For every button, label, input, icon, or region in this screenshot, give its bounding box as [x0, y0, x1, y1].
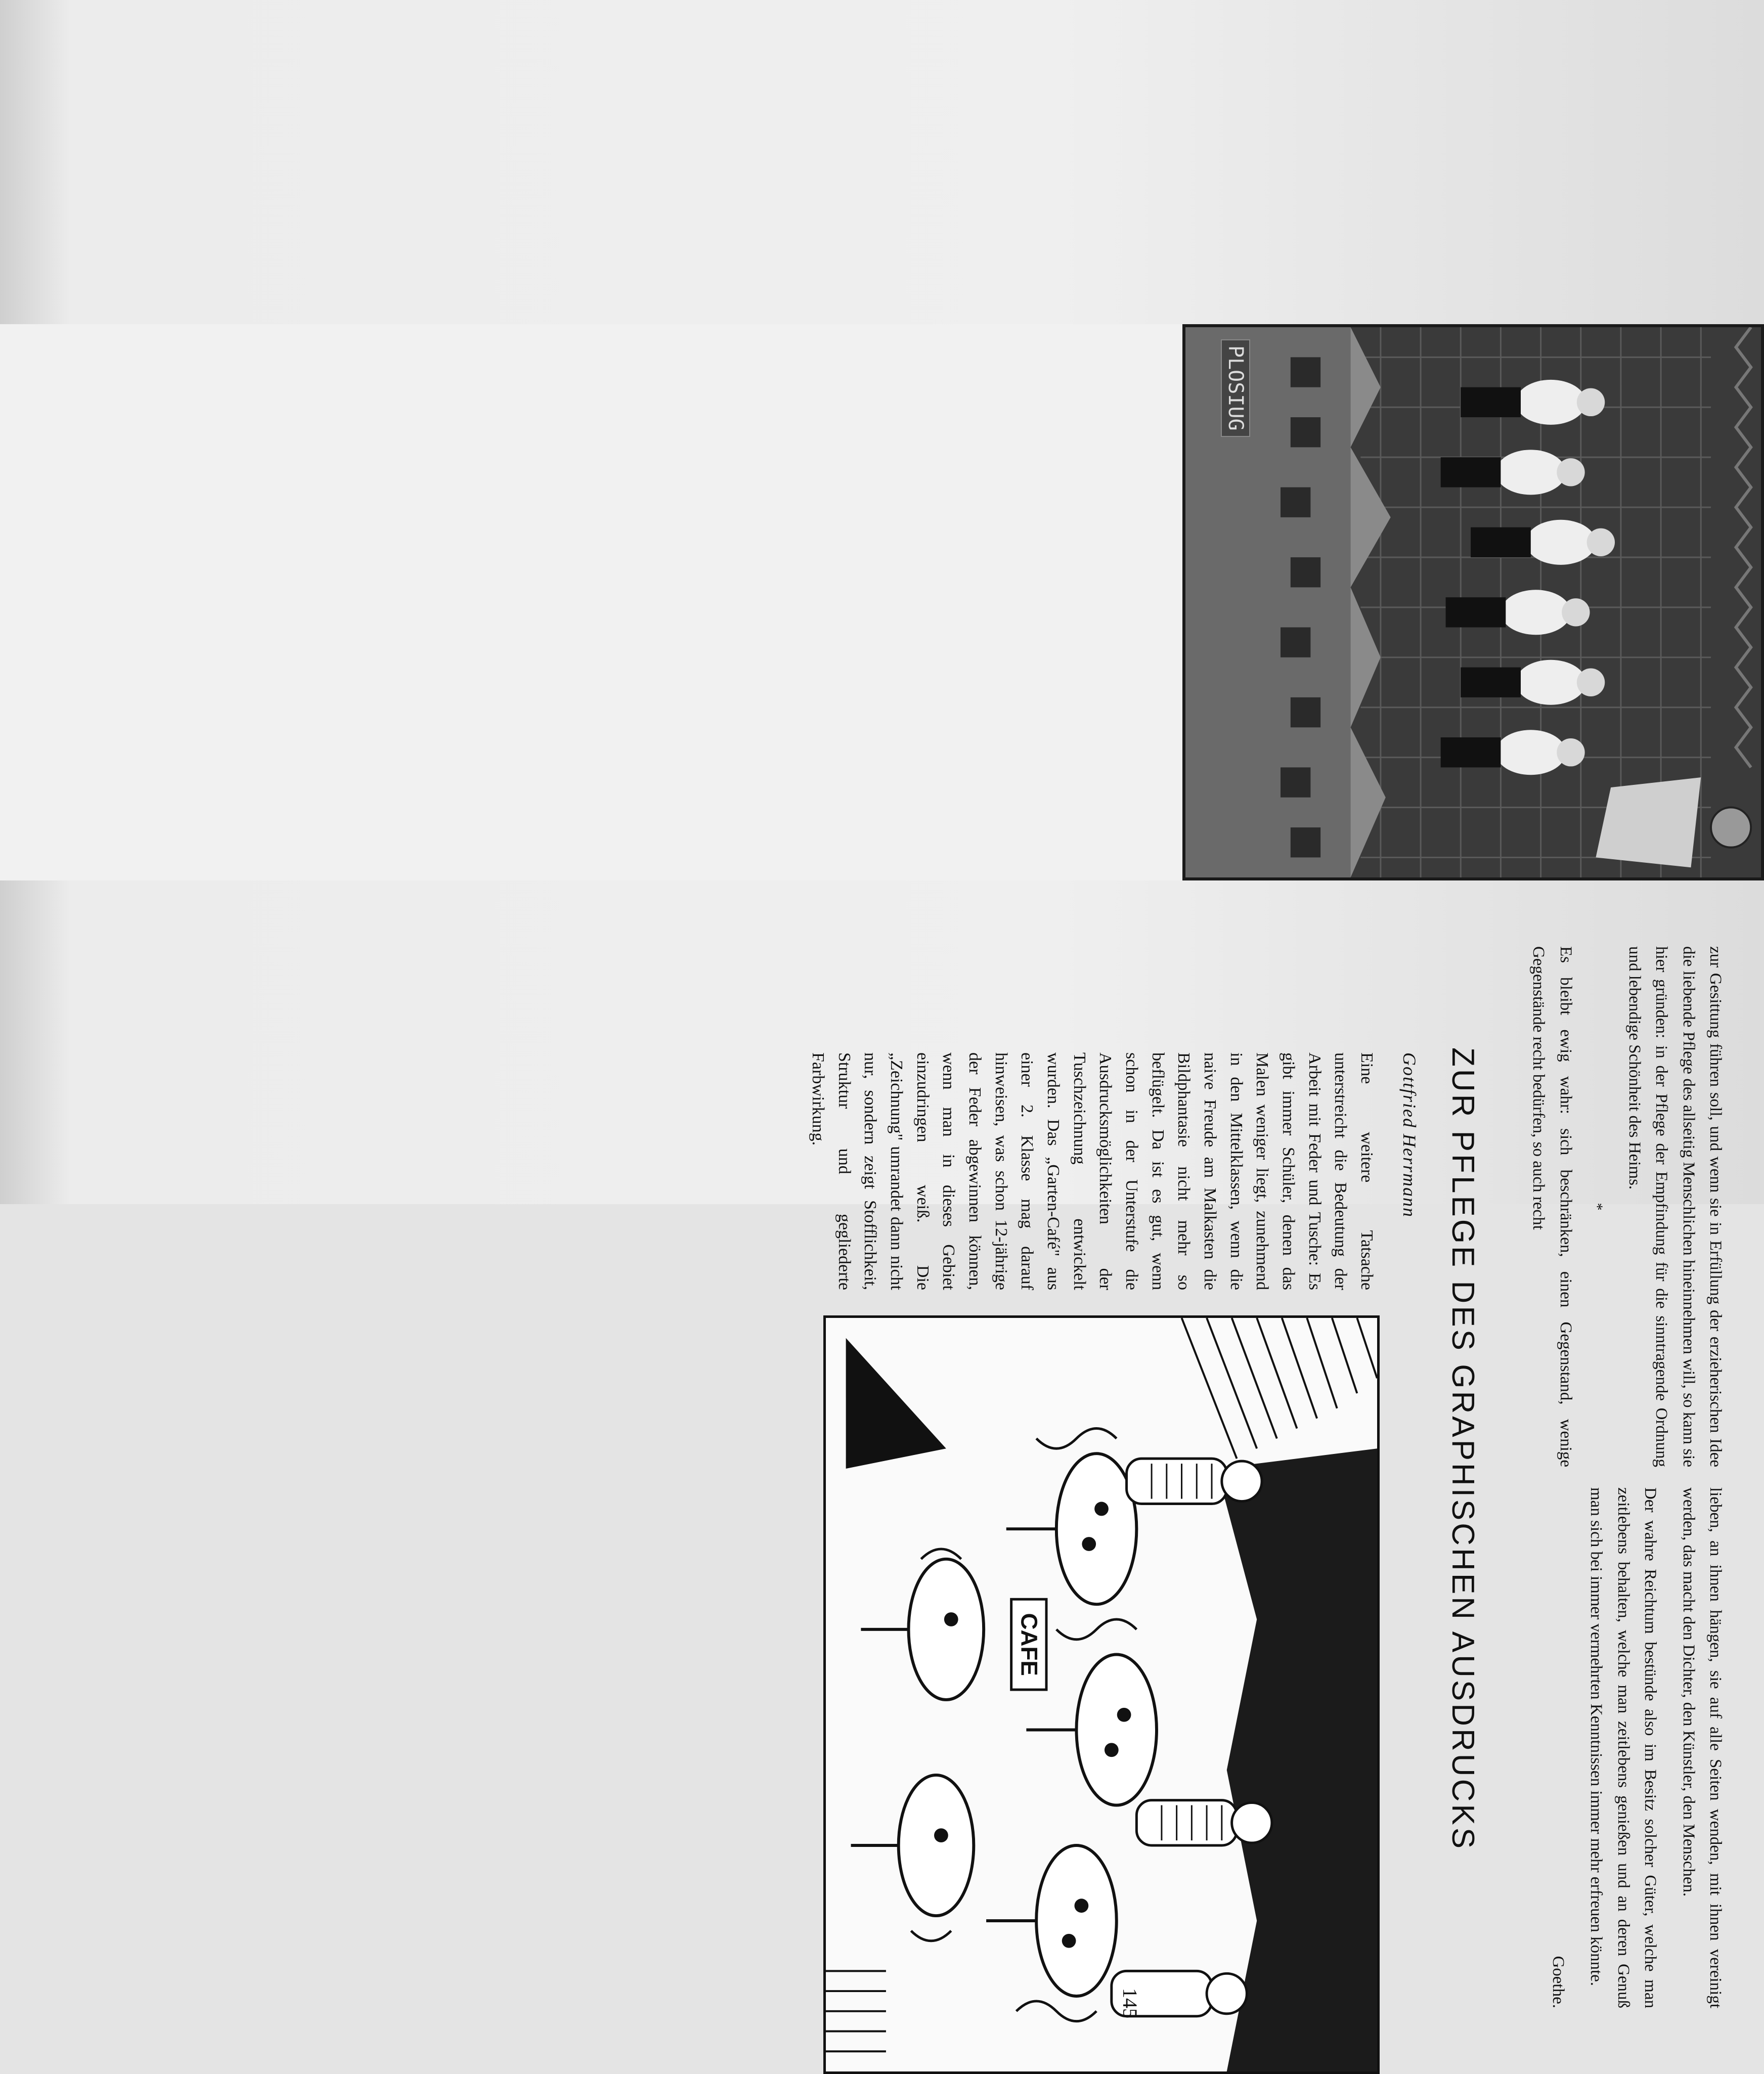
text-paragraph: zur Gesittung führen soll, und wenn sie in Erfüllung der erzieherischen Idee die liebende Pflege des allseitig Menschlichen hineinnehmen will, so kann sie hier gründen: in der Pflege der Empfindung für die sinntragende Ordnung und lebendige Schönheit des Heims. — [1625, 946, 1725, 1467]
quote-attribution: Goethe. — [1549, 1956, 1567, 2008]
cafe-sign-text: CAFE — [1016, 1613, 1042, 1676]
upper-text-column-2 — [1533, 1487, 1729, 2008]
article-body: Eine weitere Tatsache unterstreicht die Bedeutung der Arbeit mit Feder und Tusche: Es gibt immer Schüler, denen das Malen weniger liegt, zunehmend in den Mittelklassen, wenn die naive Freude am Malkasten die Bildphantasie nicht mehr so beflügelt. Da ist es gut, wenn schon in der Unterstufe die Ausdrucksmöglichkeiten der Tuschzeichnung entwickelt wurden. Das „Garten-Café" aus einer 2. Klasse mag darauf hinweisen, was schon 12-jährige der Feder abgewinnen können, wenn man in dieses Gebiet einzudringen weiß. Die „Zeichnung" umrandet dann nicht nur, sondern zeigt Stofflichkeit, Struktur und gegliederte Farbwirkung. — [808, 1052, 1376, 1290]
text-paragraph: Der wahre Reichtum bestünde also im Besitz solcher Güter, welche man zeitlebens behalten, welche man zeitlebens genießen und an deren Genuß man sich bei immer vermehrten Kenntnissen immer mehr erfreuen könnte. — [1587, 1487, 1660, 2008]
text-paragraph: Es bleibt ewig wahr: sich beschränken, einen Gegenstand, wenige Gegenstände recht bedürfen, so auch recht — [1529, 946, 1575, 1467]
article-heading: ZUR PFLEGE DES GRAPHISCHEN AUSDRUCKS — [1445, 1047, 1480, 1851]
painting-illustration — [1185, 327, 1761, 877]
upper-text-column-1 — [1514, 946, 1729, 1467]
section-separator: * — [1589, 1203, 1606, 1211]
cafe-illustration — [826, 1318, 1377, 2071]
garten-cafe-drawing — [823, 1315, 1380, 2074]
book-page — [0, 324, 1764, 2018]
procession-painting-photo — [1182, 324, 1764, 880]
article-author: Gottfried Herrmann — [1399, 1052, 1420, 1218]
text-paragraph: lieben, an ihnen hängen, sie auf alle Seiten wenden, mit ihnen vereinigt werden, das macht den Dichter, den Künstler, den Menschen. — [1679, 1487, 1725, 2008]
page-number: 145 — [1119, 1988, 1141, 2018]
painting-signature: PLOSIUG — [1221, 339, 1250, 437]
